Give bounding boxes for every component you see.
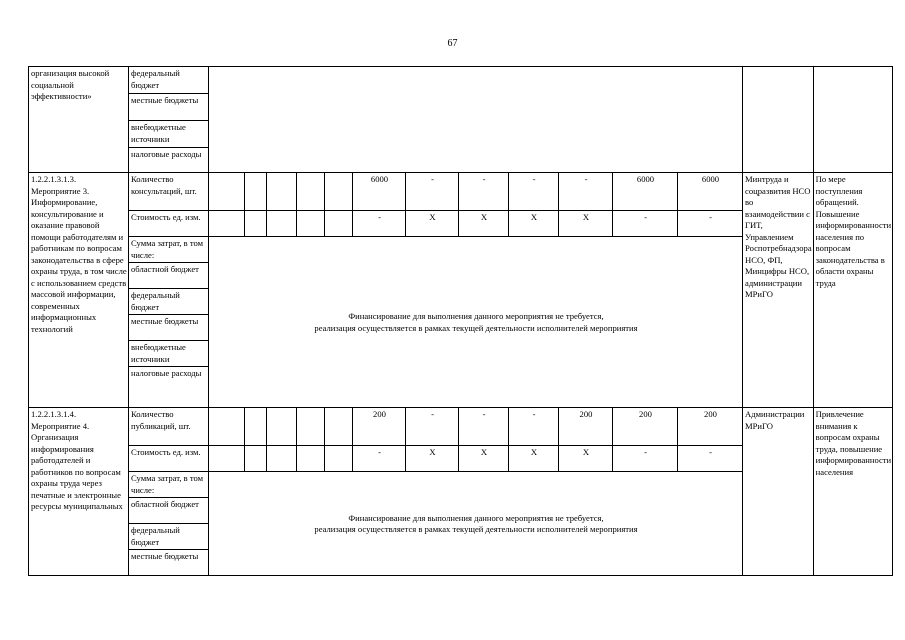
indicator-label: Количество публикаций, шт. (129, 408, 209, 446)
finance-source-label: местные бюджеты (129, 94, 209, 121)
finance-source-label: внебюджетные источники (129, 121, 209, 148)
executor-cell: Минтруда и соцразвития НСО во взаимодействии с ГИТ, Управлением Роспотребнадзора НСО, ФП, Минцифры НСО, администрации МРиГО (743, 173, 814, 408)
value-cell: 200 (353, 408, 406, 446)
value-cell: - (509, 408, 559, 446)
result-cell (813, 67, 893, 173)
value-cell: X (559, 446, 613, 472)
indicator-label: Стоимость ед. изм. (129, 211, 209, 237)
finance-source-label: местные бюджеты (129, 550, 209, 576)
finance-source-label: областной бюджет (129, 263, 209, 289)
executor-cell: Администрации МРиГО (743, 408, 814, 576)
financing-note-line: реализация осуществляется в рамках текущей деятельности исполнителей мероприятия (314, 322, 638, 333)
activity-name: организация высокой социальной эффективности» (29, 67, 129, 173)
indicator-label: Стоимость ед. изм. (129, 446, 209, 472)
program-activities-table (28, 66, 893, 576)
value-cell: - (459, 173, 509, 211)
page-number: 67 (447, 38, 458, 49)
value-cell: X (509, 446, 559, 472)
value-cell: 200 (678, 408, 743, 446)
activity-name: 1.2.2.1.3.1.4. Мероприятие 4. Организация информирования работодателей и работников по вопросам охраны труда через печатные и электронные ресурсы муниципальных (29, 408, 129, 576)
finance-source-label: Сумма затрат, в том числе: (129, 472, 209, 498)
value-cell: X (406, 211, 459, 237)
financing-note-line: реализация осуществляется в рамках текущей деятельности исполнителей мероприятия (314, 524, 638, 534)
finance-source-label: внебюджетные источники (129, 341, 209, 367)
value-cell: 200 (613, 408, 678, 446)
financing-note-line: Финансирование для выполнения данного мероприятия не требуется, (348, 311, 604, 321)
finance-source-label: местные бюджеты (129, 315, 209, 341)
value-cell: X (559, 211, 613, 237)
value-cell: - (406, 173, 459, 211)
finance-source-label: федеральный бюджет (129, 524, 209, 550)
value-cell: - (559, 173, 613, 211)
value-cell: - (406, 408, 459, 446)
value-cell: - (353, 446, 406, 472)
value-cell: - (613, 211, 678, 237)
value-cell: X (459, 211, 509, 237)
value-cell: - (678, 211, 743, 237)
value-cell: 200 (559, 408, 613, 446)
finance-source-label: Сумма затрат, в том числе: (129, 237, 209, 263)
value-cell: 6000 (353, 173, 406, 211)
result-cell: По мере поступления обращений. Повышение информированности населения по вопросам законодательства в области охраны труда (813, 173, 893, 408)
value-cell: - (459, 408, 509, 446)
finance-source-label: налоговые расходы (129, 367, 209, 408)
financing-note (209, 237, 743, 408)
value-cell: X (406, 446, 459, 472)
activity-name: 1.2.2.1.3.1.3. Мероприятие 3. Информирование, консультирование и оказание правовой помощи работодателям и работникам по вопросам законодательства в сфере охраны труда, в том числе с использованием средств массовой информации, современных информационных технологий (29, 173, 129, 408)
value-cell: X (509, 211, 559, 237)
executor-cell (743, 67, 814, 173)
financing-note-line: Финансирование для выполнения данного мероприятия не требуется, (348, 512, 604, 523)
value-cell: - (613, 446, 678, 472)
value-cell: 6000 (613, 173, 678, 211)
finance-source-label: областной бюджет (129, 498, 209, 524)
result-cell: Привлечение внимания к вопросам охраны труда, повышение информированности населения (813, 408, 893, 576)
finance-source-label: федеральный бюджет (129, 67, 209, 94)
finance-source-label: федеральный бюджет (129, 289, 209, 315)
value-cell: - (353, 211, 406, 237)
value-cell: 6000 (678, 173, 743, 211)
finance-source-label: налоговые расходы (129, 148, 209, 173)
empty-area (209, 67, 743, 173)
financing-note (209, 472, 743, 576)
value-cell: - (678, 446, 743, 472)
indicator-label: Количество консультаций, шт. (129, 173, 209, 211)
value-cell: X (459, 446, 509, 472)
value-cell: - (509, 173, 559, 211)
